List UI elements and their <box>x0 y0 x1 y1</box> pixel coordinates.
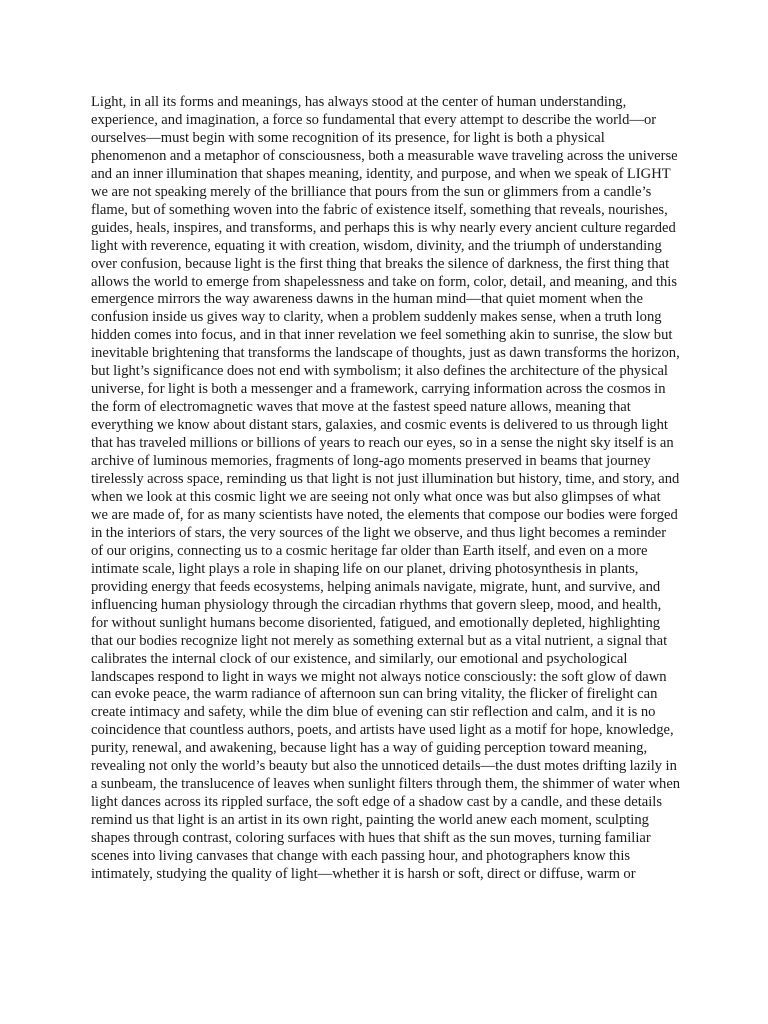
body-paragraph: Light, in all its forms and meanings, has always stood at the center of human understanding, experience, and imagination, a force so fundamental that every attempt to describe the world—or ourselves—must begin with some recognition of its presence, for light is both a physical phenomenon and a metaphor of consciousness, both a measurable wave traveling across the universe and an inner illumination that shapes meaning, identity, and purpose, and when we speak of LIGHT we are not speaking merely of the brilliance that pours from the sun or glimmers from a candle’s flame, but of something woven into the fabric of existence itself, something that reveals, nourishes, guides, heals, inspires, and transforms, and perhaps this is why nearly every ancient culture regarded light with reverence, equating it with creation, wisdom, divinity, and the triumph of understanding over confusion, because light is the first thing that breaks the silence of darkness, the first thing that allows the world to emerge from shapelessness and take on form, color, detail, and meaning, and this emergence mirrors the way awareness dawns in the human mind—that quiet moment when the confusion inside us gives way to clarity, when a problem suddenly makes sense, when a truth long hidden comes into focus, and in that inner revelation we feel something akin to sunrise, the slow but inevitable brightening that transforms the landscape of thoughts, just as dawn transforms the horizon, but light’s significance does not end with symbolism; it also defines the architecture of the physical universe, for light is both a messenger and a framework, carrying information across the cosmos in the form of electromagnetic waves that move at the fastest speed nature allows, meaning that everything we know about distant stars, galaxies, and cosmic events is delivered to us through light that has traveled millions or billions of years to reach our eyes, so in a sense the night sky itself is an archive of luminous memories, fragments of long-ago moments preserved in beams that journey tirelessly across space, reminding us that light is not just illumination but history, time, and story, and when we look at this cosmic light we are seeing not only what once was but also glimpses of what we are made of, for as many scientists have noted, the elements that compose our bodies were forged in the interiors of stars, the very sources of the light we observe, and thus light becomes a reminder of our origins, connecting us to a cosmic heritage far older than Earth itself, and even on a more intimate scale, light plays a role in shaping life on our planet, driving photosynthesis in plants, providing energy that feeds ecosystems, helping animals navigate, migrate, hunt, and survive, and influencing human physiology through the circadian rhythms that govern sleep, mood, and health, for without sunlight humans become disoriented, fatigued, and emotionally depleted, highlighting that our bodies recognize light not merely as something external but as a vital nutrient, a signal that calibrates the internal clock of our existence, and similarly, our emotional and psychological landscapes respond to light in ways we might not always notice consciously: the soft glow of dawn can evoke peace, the warm radiance of afternoon sun can bring vitality, the flicker of firelight can create intimacy and safety, while the dim blue of evening can stir reflection and calm, and it is no coincidence that countless authors, poets, and artists have used light as a motif for hope, knowledge, purity, renewal, and awakening, because light has a way of guiding perception toward meaning, revealing not only the world’s beauty but also the unnoticed details—the dust motes drifting lazily in a sunbeam, the translucence of leaves when sunlight filters through them, the shimmer of water when light dances across its rippled surface, the soft edge of a shadow cast by a candle, and these details remind us that light is an artist in its own right, painting the world anew each moment, sculpting shapes through contrast, coloring surfaces with hues that shift as the sun moves, turning familiar scenes into living canvases that change with each passing hour, and photographers know this intimately, studying the quality of light—whether it is harsh or soft, direct or diffuse, warm or <box>91 94 681 882</box>
